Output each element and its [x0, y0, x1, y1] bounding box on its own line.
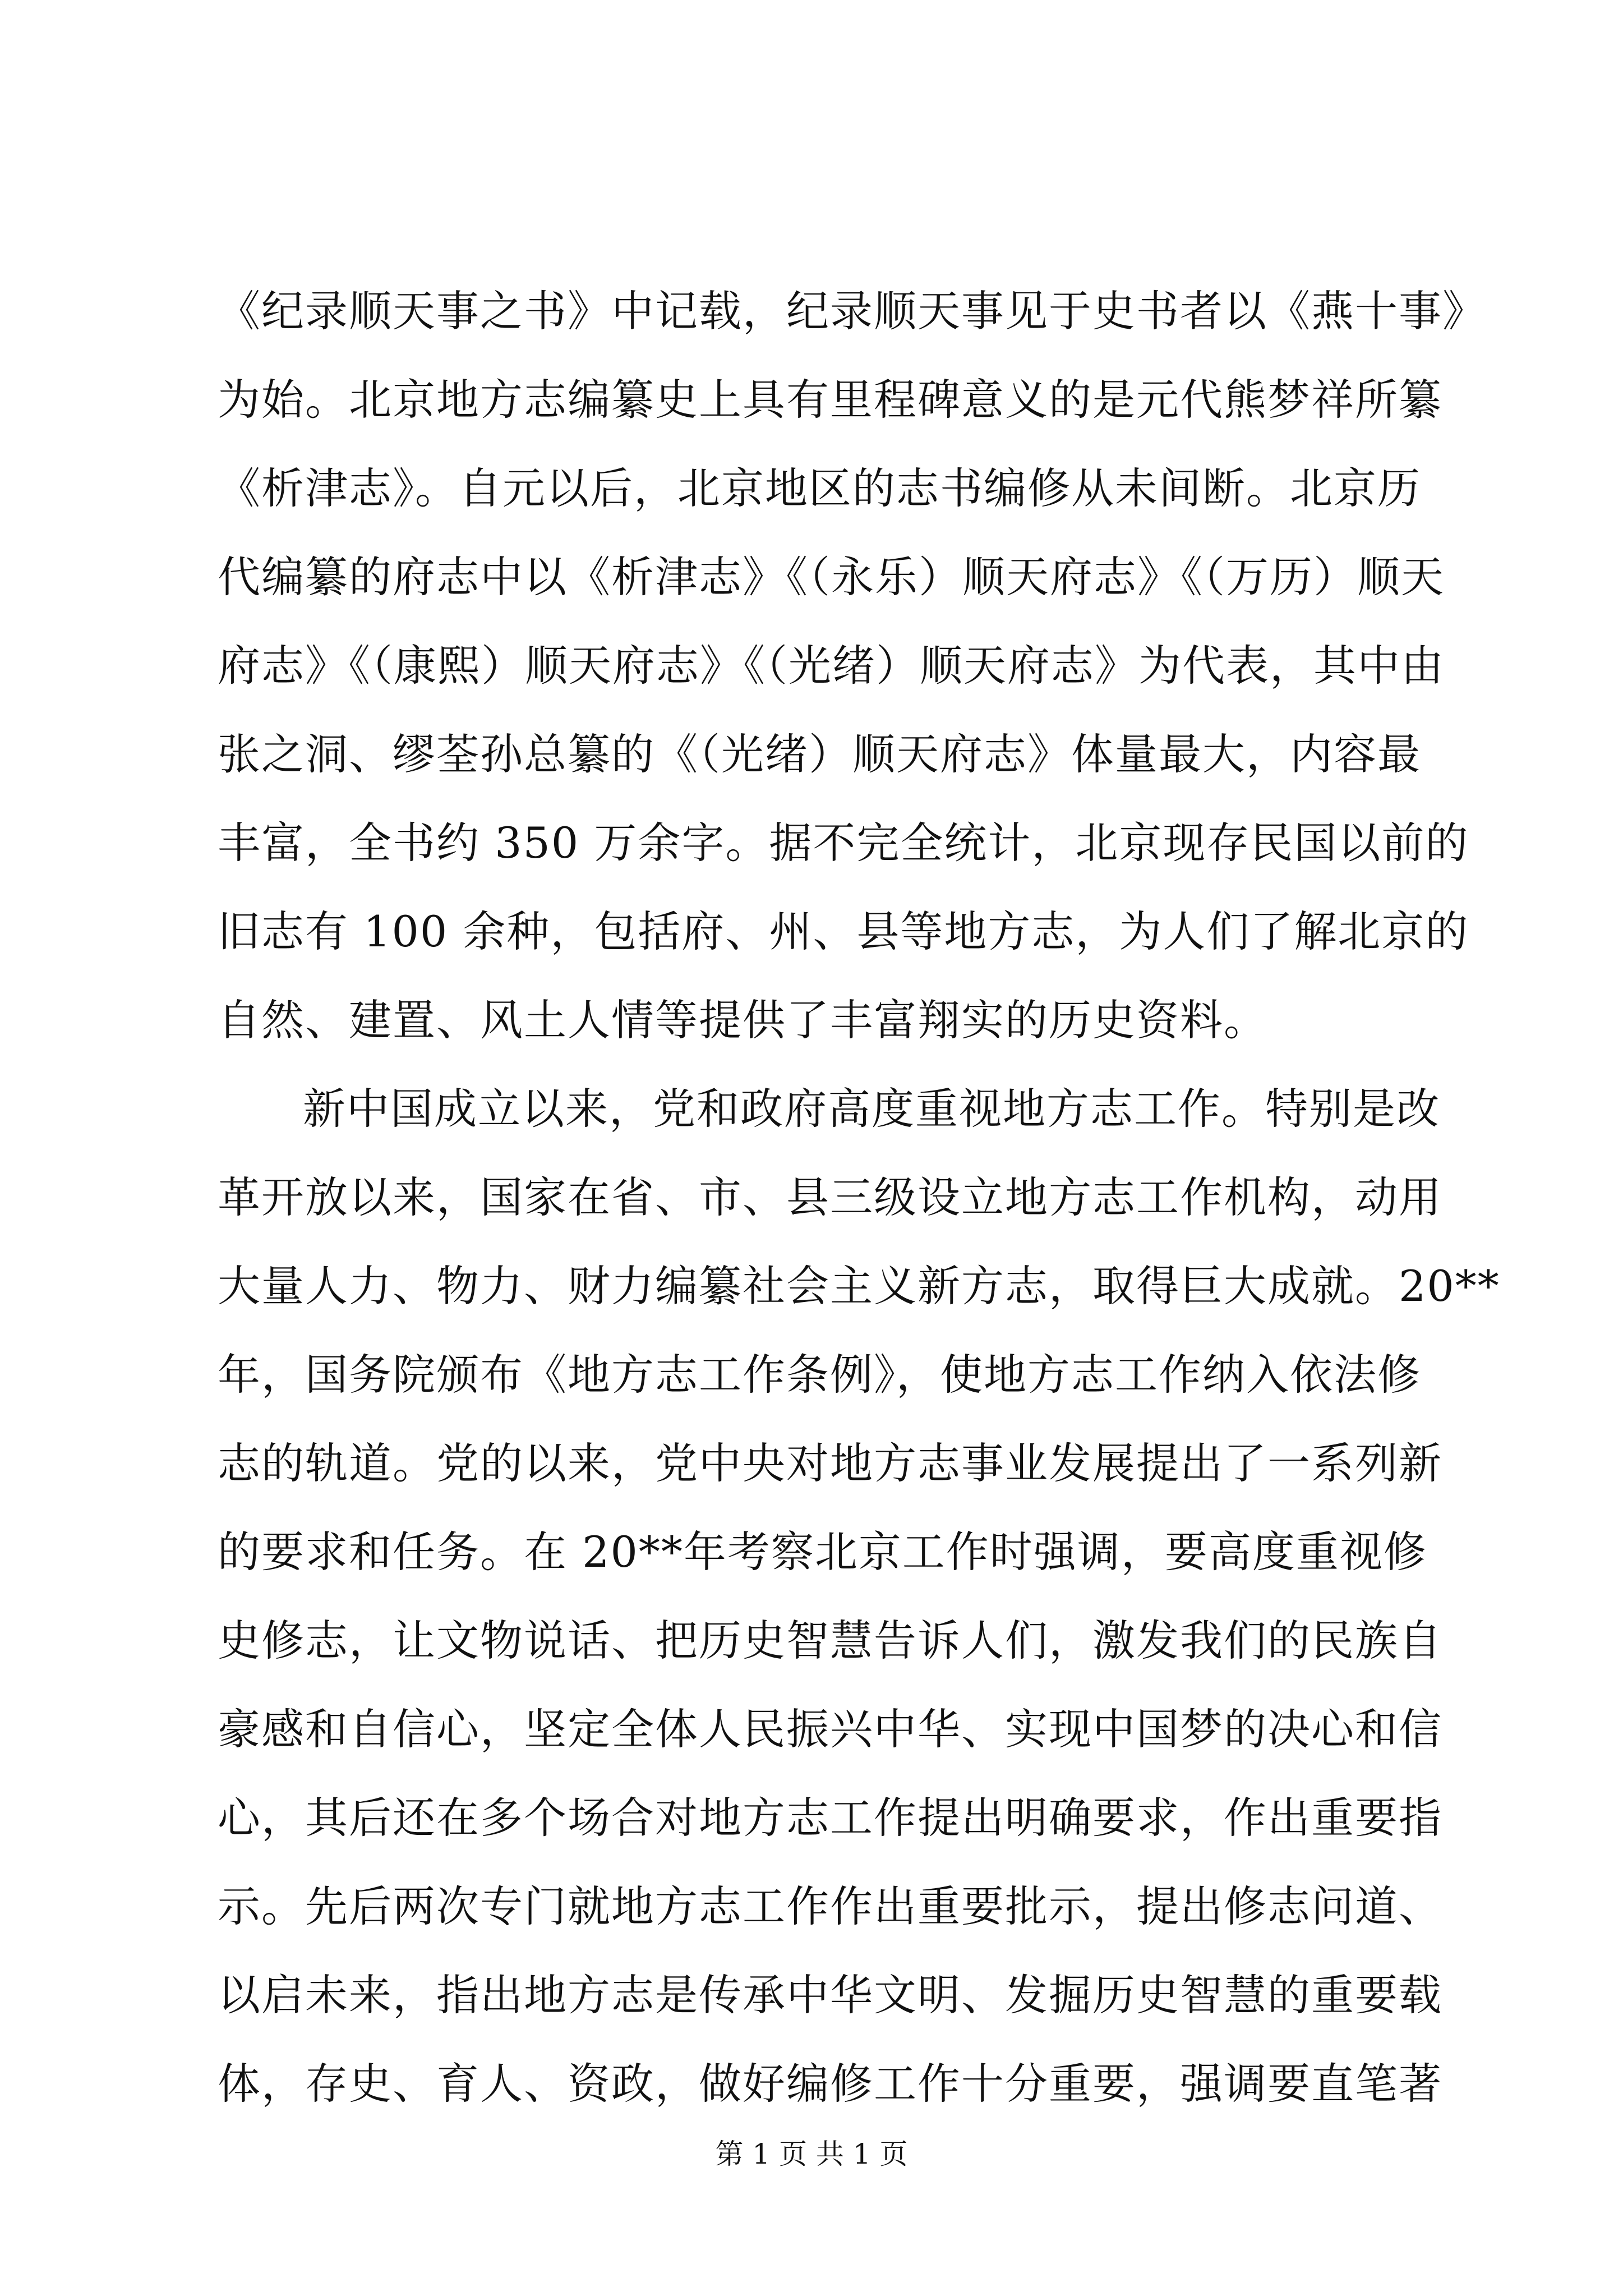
text-line: 自然、建置、风土人情等提供了丰富翔实的历史资料。 [218, 995, 1267, 1045]
paragraph-2 [218, 1081, 1500, 2145]
text-line: 年，国务院颁布《地方志工作条例》，使地方志工作纳入依法修 [218, 1350, 1421, 1400]
paragraph-1 [218, 283, 1486, 1081]
text-line: 示。先后两次专门就地方志工作作出重要批示，提出修志问道、 [218, 1881, 1442, 1931]
text-line: 代编纂的府志中以《析津志》《（永乐）顺天府志》《（万历）顺天 [218, 552, 1445, 602]
text-line: 《纪录顺天事之书》中记载，纪录顺天事见于史书者以《燕十事》 [218, 286, 1486, 336]
text-line: 体，存史、育人、资政，做好编修工作十分重要，强调要直笔著 [218, 2059, 1442, 2109]
text-line: 府志》《（康熙）顺天府志》《（光绪）顺天府志》为代表，其中由 [218, 641, 1445, 691]
text-line: 旧志有 100 余种，包括府、州、县等地方志，为人们了解北京的 [218, 907, 1469, 956]
text-line: 志的轨道。党的以来，党中央对地方志事业发展提出了一系列新 [218, 1438, 1442, 1488]
text-line: 心，其后还在多个场合对地方志工作提出明确要求，作出重要指 [218, 1793, 1442, 1843]
text-line: 《析津志》。自元以后，北京地区的志书编修从未间断。北京历 [218, 463, 1421, 513]
text-line: 的要求和任务。在 20**年考察北京工作时强调，要高度重视修 [218, 1527, 1427, 1577]
text-line: 新中国成立以来，党和政府高度重视地方志工作。特别是改 [303, 1084, 1440, 1134]
text-line: 为始。北京地方志编纂史上具有里程碑意义的是元代熊梦祥所纂 [218, 375, 1442, 425]
text-line: 史修志，让文物说话、把历史智慧告诉人们，激发我们的民族自 [218, 1616, 1442, 1665]
text-line: 丰富，全书约 350 万余字。据不完全统计，北京现存民国以前的 [218, 818, 1469, 868]
page-number-footer: 第 1 页 共 1 页 [715, 2138, 908, 2170]
text-line: 革开放以来，国家在省、市、县三级设立地方志工作机构，动用 [218, 1172, 1442, 1222]
text-line: 张之洞、缪荃孙总纂的《（光绪）顺天府志》体量最大，内容最 [218, 729, 1421, 779]
text-line: 大量人力、物力、财力编纂社会主义新方志，取得巨大成就。20** [218, 1261, 1500, 1311]
body-text [218, 283, 1500, 2145]
text-line: 豪感和自信心，坚定全体人民振兴中华、实现中国梦的决心和信 [218, 1704, 1442, 1754]
text-line: 以启未来，指出地方志是传承中华文明、发掘历史智慧的重要载 [218, 1970, 1442, 2020]
